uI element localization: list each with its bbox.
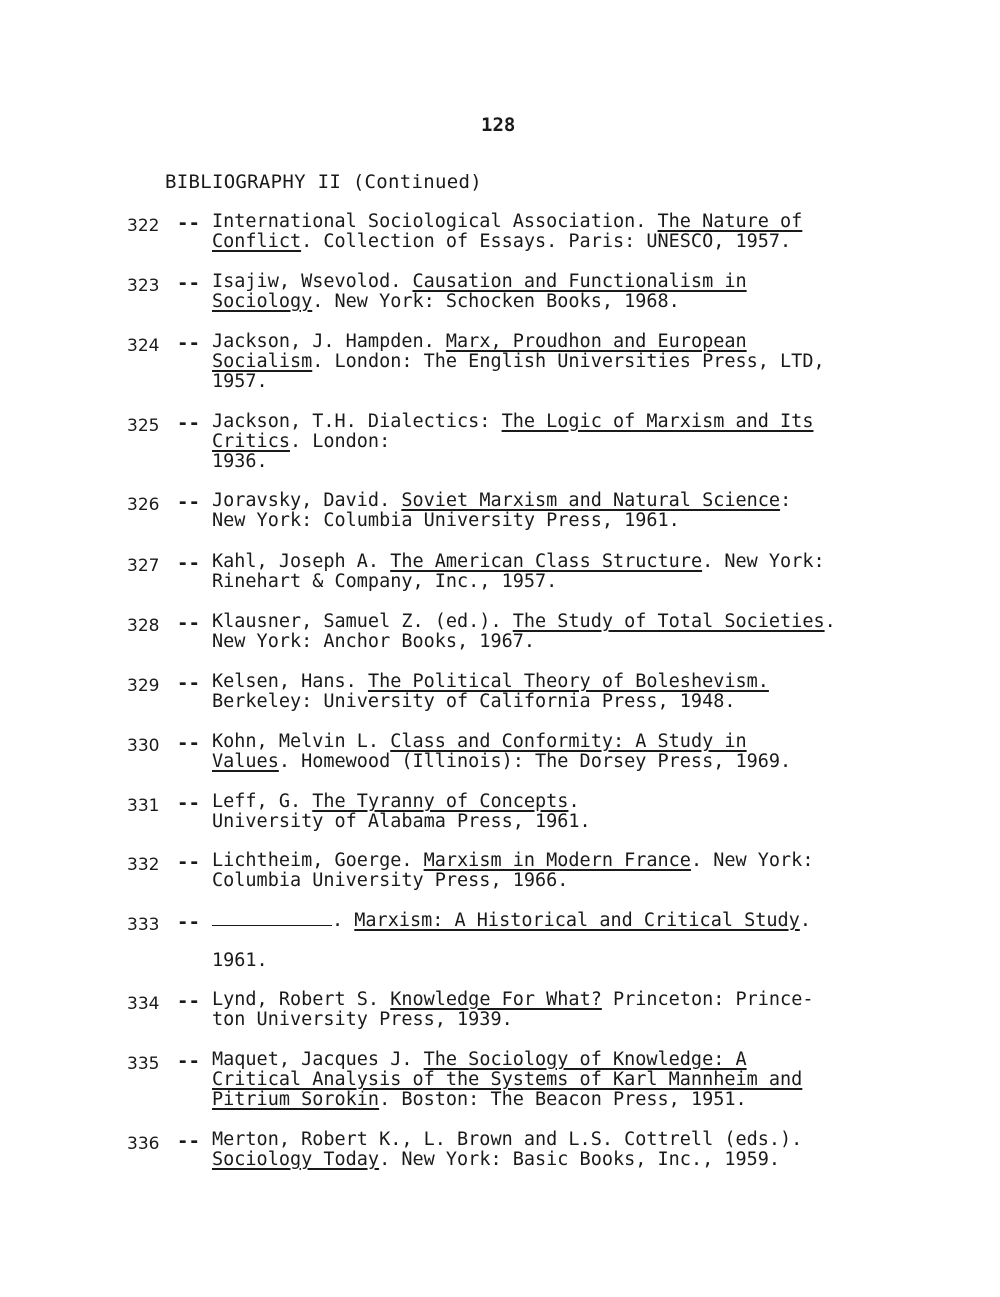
entry-citation [212, 851, 912, 891]
citation-line: ton University Press, 1939. [212, 1009, 513, 1030]
citation-line: Lichtheim, Goerge. Marxism in Modern France. New York: [212, 850, 814, 871]
citation-line: Leff, G. The Tyranny of Concepts. [212, 791, 580, 812]
entry-dash: -- [177, 851, 200, 873]
entry-number: 330 [127, 736, 160, 756]
entry-number: 327 [127, 556, 160, 576]
citation-line: New York: Columbia University Press, 1961. [212, 510, 680, 531]
entry-number: 336 [127, 1134, 160, 1154]
citation-line: 1957. [212, 371, 268, 392]
underlined-title: The Sociology of Knowledge: A [423, 1049, 747, 1070]
entry-citation [212, 732, 912, 772]
underlined-title: The Tyranny of Concepts [312, 791, 569, 812]
underlined-title: The Nature of [657, 211, 803, 232]
entry-dash: -- [177, 732, 200, 754]
underlined-title: Knowledge For What? [390, 989, 602, 1010]
citation-line: Sociology Today. New York: Basic Books, Inc., 1959. [212, 1149, 781, 1170]
citation-line: Kelsen, Hans. The Political Theory of Boleshevism. [212, 671, 769, 692]
entry-citation [212, 491, 912, 531]
underlined-title: Sociology [212, 291, 313, 312]
citation-line: Lynd, Robert S. Knowledge For What? Princeton: Prince- [212, 989, 814, 1010]
entry-dash: -- [177, 552, 200, 574]
entry-number: 333 [127, 915, 160, 935]
entry-number: 331 [127, 796, 160, 816]
underlined-title: Values [212, 751, 279, 772]
entry-citation [212, 911, 912, 971]
citation-line: Rinehart & Company, Inc., 1957. [212, 571, 558, 592]
underlined-title: The American Class Structure [390, 551, 703, 572]
citation-line: Critics. London: [212, 431, 391, 452]
entry-dash: -- [177, 990, 200, 1012]
underlined-title: Conflict [212, 231, 302, 252]
entry-number: 332 [127, 855, 160, 875]
citation-line: Klausner, Samuel Z. (ed.). The Study of Total Societies. [212, 611, 836, 632]
entry-citation [212, 990, 912, 1030]
entry-dash: -- [177, 332, 200, 354]
entry-number: 326 [127, 495, 160, 515]
citation-line [212, 931, 912, 951]
underlined-title: Critical Analysis of the Systems of Karl Mannheim and [212, 1069, 803, 1090]
underlined-title: Causation and Functionalism in [412, 271, 747, 292]
citation-line [212, 1070, 912, 1090]
entry-dash: -- [177, 911, 200, 933]
citation-line: International Sociological Association. The Nature of [212, 211, 803, 232]
entry-dash: -- [177, 491, 200, 513]
citation-line: Socialism. London: The English Universities Press, LTD, [212, 351, 825, 372]
entry-citation [212, 612, 912, 652]
page-number: 128 [481, 114, 516, 136]
citation-line: Sociology. New York: Schocken Books, 1968. [212, 291, 680, 312]
citation-line: Jackson, J. Hampden. Marx, Proudhon and European [212, 331, 747, 352]
entry-number: 329 [127, 676, 160, 696]
underlined-title: The Political Theory of Boleshevism. [367, 671, 769, 692]
citation-line: Pitrium Sorokin. Boston: The Beacon Press, 1951. [212, 1089, 747, 1110]
citation-line: 1936. [212, 451, 268, 472]
entry-number: 324 [127, 336, 160, 356]
entry-dash: -- [177, 272, 200, 294]
underlined-title: Socialism [212, 351, 313, 372]
entry-citation [212, 412, 912, 472]
citation-line: University of Alabama Press, 1961. [212, 811, 591, 832]
author-repeat-blank [212, 911, 332, 926]
underlined-title: Soviet Marxism and Natural Science [401, 490, 781, 511]
underlined-title: Class and Conformity: A Study in [390, 731, 747, 752]
entry-citation [212, 272, 912, 312]
citation-line: Values. Homewood (Illinois): The Dorsey Press, 1969. [212, 751, 792, 772]
citation-line: Maquet, Jacques J. The Sociology of Knowledge: A [212, 1049, 747, 1070]
underlined-title: The Study of Total Societies [512, 611, 825, 632]
entry-dash: -- [177, 212, 200, 234]
underlined-title: Sociology Today [212, 1149, 380, 1170]
underlined-title: The Logic of Marxism and Its [501, 411, 814, 432]
citation-line: Merton, Robert K., L. Brown and L.S. Cottrell (eds.). [212, 1129, 803, 1150]
citation-line: Berkeley: University of California Press, 1948. [212, 691, 736, 712]
entry-number: 335 [127, 1054, 160, 1074]
entry-number: 328 [127, 616, 160, 636]
entry-number: 322 [127, 216, 160, 236]
entry-dash: -- [177, 1050, 200, 1072]
underlined-title: Marxism: A Historical and Critical Study [354, 910, 800, 931]
citation-line: 1961. [212, 950, 268, 971]
entry-citation [212, 792, 912, 832]
entry-number: 325 [127, 416, 160, 436]
entry-dash: -- [177, 672, 200, 694]
entry-citation [212, 672, 912, 712]
citation-line: Jackson, T.H. Dialectics: The Logic of Marxism and Its [212, 411, 814, 432]
entry-citation [212, 1130, 912, 1170]
citation-line: . Marxism: A Historical and Critical Study. [212, 911, 912, 931]
entry-dash: -- [177, 1130, 200, 1152]
citation-line: Columbia University Press, 1966. [212, 870, 569, 891]
citation-line: Conflict. Collection of Essays. Paris: UNESCO, 1957. [212, 231, 792, 252]
underlined-title: Pitrium Sorokin [212, 1089, 380, 1110]
entry-citation [212, 552, 912, 592]
citation-line: Kohn, Melvin L. Class and Conformity: A Study in [212, 731, 747, 752]
entry-citation [212, 212, 912, 252]
entry-dash: -- [177, 792, 200, 814]
citation-line: Kahl, Joseph A. The American Class Structure. New York: [212, 551, 825, 572]
entry-dash: -- [177, 612, 200, 634]
citation-line: New York: Anchor Books, 1967. [212, 631, 536, 652]
underlined-title: Critics [212, 431, 290, 452]
entry-number: 334 [127, 994, 160, 1014]
citation-line: Joravsky, David. Soviet Marxism and Natural Science: [212, 490, 792, 511]
entry-citation [212, 332, 912, 392]
underlined-title: Marx, Proudhon and European [445, 331, 747, 352]
entry-citation [212, 1050, 912, 1110]
entry-number: 323 [127, 276, 160, 296]
citation-line: Isajiw, Wsevolod. Causation and Functionalism in [212, 271, 747, 292]
page-heading: BIBLIOGRAPHY II (Continued) [165, 171, 482, 193]
underlined-title: Marxism in Modern France [423, 850, 691, 871]
entry-dash: -- [177, 412, 200, 434]
